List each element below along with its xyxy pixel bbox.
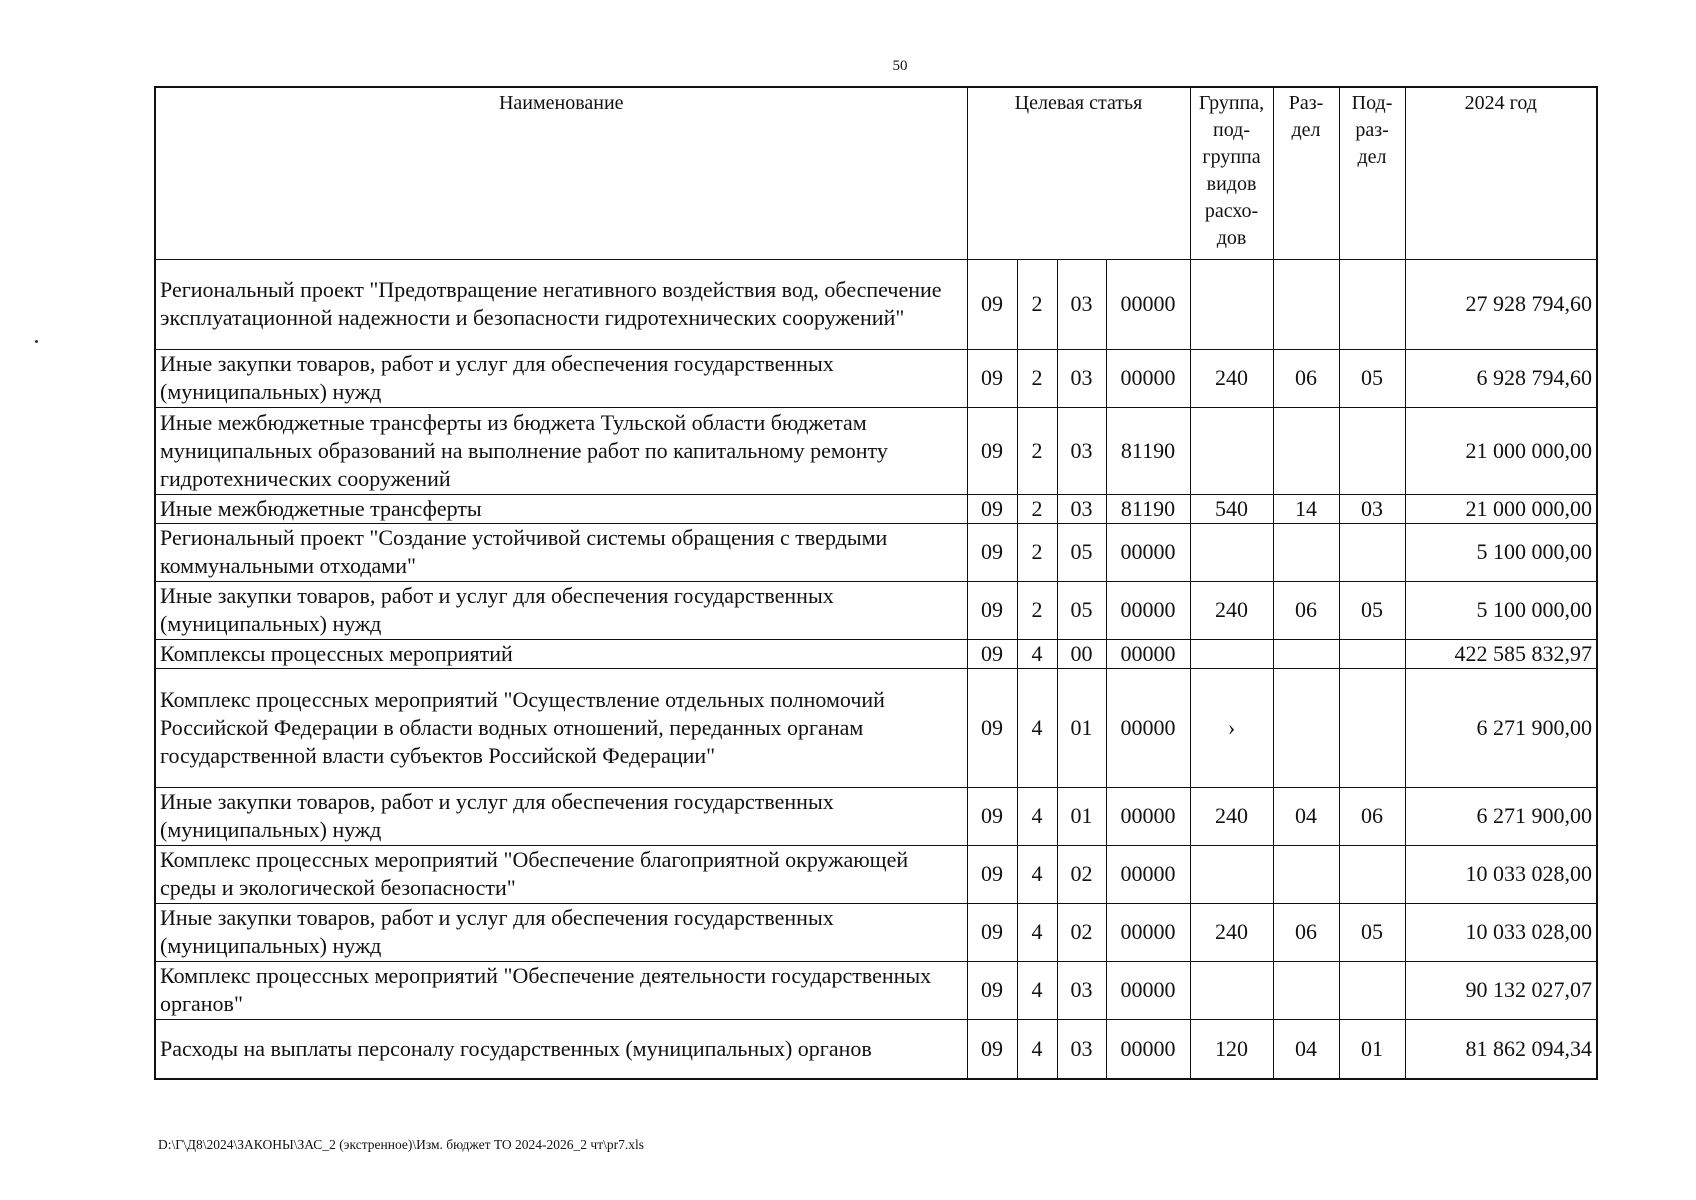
header-name: Наименование: [155, 87, 967, 259]
target-program-code: 09: [967, 903, 1017, 961]
target-direction-code: 00000: [1106, 961, 1190, 1019]
target-subprogram-code: 2: [1017, 523, 1057, 581]
budget-table: [154, 86, 1598, 1080]
section-code: [1273, 523, 1339, 581]
target-item-code: 05: [1057, 523, 1106, 581]
target-subprogram-code: 4: [1017, 961, 1057, 1019]
row-name: Комплекс процессных мероприятий "Обеспечение благоприятной окружающей среды и экологической безопасности": [155, 845, 967, 903]
subsection-code: 03: [1339, 494, 1405, 523]
subsection-code: [1339, 259, 1405, 349]
target-program-code: 09: [967, 639, 1017, 668]
subsection-code: [1339, 668, 1405, 787]
table-row: [155, 845, 1597, 903]
table-row: [155, 259, 1597, 349]
row-name: Региональный проект "Предотвращение негативного воздействия вод, обеспечение эксплуатационной надежности и безопасности гидротехнических сооружений": [155, 259, 967, 349]
row-name: Иные закупки товаров, работ и услуг для обеспечения государственных (муниципальных) нужд: [155, 581, 967, 639]
row-name: Комплекс процессных мероприятий "Обеспечение деятельности государственных органов": [155, 961, 967, 1019]
header-year: 2024 год: [1405, 87, 1597, 259]
amount-2024: 90 132 027,07: [1405, 961, 1597, 1019]
amount-2024: 81 862 094,34: [1405, 1019, 1597, 1079]
header-row: [155, 87, 1597, 259]
header-expense-group: Группа, под- группа видов расхо- дов: [1190, 87, 1273, 259]
target-direction-code: 00000: [1106, 523, 1190, 581]
target-item-code: 01: [1057, 668, 1106, 787]
row-name: Комплекс процессных мероприятий "Осуществление отдельных полномочий Российской Федерации в области водных отношений, переданных органам государственной власти субъектов Российской Федерации": [155, 668, 967, 787]
table-row: [155, 961, 1597, 1019]
target-item-code: 03: [1057, 407, 1106, 494]
target-program-code: 09: [967, 259, 1017, 349]
expense-group-code: [1190, 845, 1273, 903]
target-item-code: 03: [1057, 259, 1106, 349]
target-subprogram-code: 2: [1017, 259, 1057, 349]
table-body: [155, 259, 1597, 1079]
target-subprogram-code: 4: [1017, 668, 1057, 787]
target-subprogram-code: 2: [1017, 349, 1057, 407]
expense-group-code: [1190, 639, 1273, 668]
target-program-code: 09: [967, 668, 1017, 787]
row-name: Иные закупки товаров, работ и услуг для обеспечения государственных (муниципальных) нужд: [155, 903, 967, 961]
amount-2024: 5 100 000,00: [1405, 523, 1597, 581]
subsection-code: [1339, 845, 1405, 903]
target-direction-code: 81190: [1106, 494, 1190, 523]
expense-group-code: 540: [1190, 494, 1273, 523]
subsection-code: [1339, 639, 1405, 668]
table-row: [155, 668, 1597, 787]
file-path-footer: D:\Г\Д8\2024\ЗАКОНЫ\ЗАС_2 (экстренное)\Изм. бюджет ТО 2024-2026_2 чт\pr7.xls: [158, 1137, 644, 1152]
table-row: [155, 903, 1597, 961]
table-row: [155, 523, 1597, 581]
header-target-article: Целевая статья: [967, 87, 1190, 259]
subsection-code: 05: [1339, 581, 1405, 639]
table-row: [155, 787, 1597, 845]
target-subprogram-code: 4: [1017, 845, 1057, 903]
target-program-code: 09: [967, 961, 1017, 1019]
section-code: 06: [1273, 349, 1339, 407]
target-item-code: 03: [1057, 494, 1106, 523]
target-item-code: 03: [1057, 961, 1106, 1019]
table-row: [155, 639, 1597, 668]
section-code: [1273, 668, 1339, 787]
target-direction-code: 00000: [1106, 1019, 1190, 1079]
target-program-code: 09: [967, 494, 1017, 523]
amount-2024: 10 033 028,00: [1405, 845, 1597, 903]
subsection-code: 05: [1339, 903, 1405, 961]
target-direction-code: 00000: [1106, 787, 1190, 845]
section-code: 04: [1273, 787, 1339, 845]
row-name: Иные закупки товаров, работ и услуг для обеспечения государственных (муниципальных) нужд: [155, 787, 967, 845]
amount-2024: 6 271 900,00: [1405, 787, 1597, 845]
expense-group-code: 240: [1190, 581, 1273, 639]
expense-group-code: 240: [1190, 349, 1273, 407]
target-program-code: 09: [967, 845, 1017, 903]
target-program-code: 09: [967, 523, 1017, 581]
target-direction-code: 00000: [1106, 668, 1190, 787]
subsection-code: 05: [1339, 349, 1405, 407]
subsection-code: 06: [1339, 787, 1405, 845]
section-code: 06: [1273, 903, 1339, 961]
stray-mark: [35, 340, 38, 343]
target-direction-code: 00000: [1106, 903, 1190, 961]
target-direction-code: 00000: [1106, 259, 1190, 349]
target-program-code: 09: [967, 787, 1017, 845]
target-direction-code: 00000: [1106, 845, 1190, 903]
target-direction-code: 00000: [1106, 581, 1190, 639]
subsection-code: [1339, 407, 1405, 494]
section-code: 06: [1273, 581, 1339, 639]
section-code: 14: [1273, 494, 1339, 523]
section-code: 04: [1273, 1019, 1339, 1079]
expense-group-code: [1190, 259, 1273, 349]
target-subprogram-code: 2: [1017, 407, 1057, 494]
table-row: [155, 407, 1597, 494]
target-item-code: 00: [1057, 639, 1106, 668]
amount-2024: 21 000 000,00: [1405, 407, 1597, 494]
row-name: Иные межбюджетные трансферты: [155, 494, 967, 523]
row-name: Иные закупки товаров, работ и услуг для обеспечения государственных (муниципальных) нужд: [155, 349, 967, 407]
target-subprogram-code: 2: [1017, 494, 1057, 523]
section-code: [1273, 259, 1339, 349]
target-item-code: 01: [1057, 787, 1106, 845]
row-name: Комплексы процессных мероприятий: [155, 639, 967, 668]
amount-2024: 422 585 832,97: [1405, 639, 1597, 668]
row-name: Региональный проект "Создание устойчивой системы обращения с твердыми коммунальными отходами": [155, 523, 967, 581]
table-row: [155, 1019, 1597, 1079]
amount-2024: 6 271 900,00: [1405, 668, 1597, 787]
subsection-code: [1339, 961, 1405, 1019]
expense-group-code: [1190, 523, 1273, 581]
section-code: [1273, 639, 1339, 668]
target-item-code: 03: [1057, 1019, 1106, 1079]
target-program-code: 09: [967, 407, 1017, 494]
target-subprogram-code: 4: [1017, 1019, 1057, 1079]
amount-2024: 27 928 794,60: [1405, 259, 1597, 349]
target-subprogram-code: 2: [1017, 581, 1057, 639]
section-code: [1273, 845, 1339, 903]
header-subsection: Под- раз- дел: [1339, 87, 1405, 259]
amount-2024: 5 100 000,00: [1405, 581, 1597, 639]
row-name: Расходы на выплаты персоналу государственных (муниципальных) органов: [155, 1019, 967, 1079]
table-row: [155, 494, 1597, 523]
target-subprogram-code: 4: [1017, 903, 1057, 961]
target-subprogram-code: 4: [1017, 639, 1057, 668]
amount-2024: 21 000 000,00: [1405, 494, 1597, 523]
target-subprogram-code: 4: [1017, 787, 1057, 845]
table-row: [155, 581, 1597, 639]
expense-group-code: 240: [1190, 903, 1273, 961]
table-row: [155, 349, 1597, 407]
target-program-code: 09: [967, 349, 1017, 407]
subsection-code: 01: [1339, 1019, 1405, 1079]
subsection-code: [1339, 523, 1405, 581]
amount-2024: 6 928 794,60: [1405, 349, 1597, 407]
section-code: [1273, 961, 1339, 1019]
row-name: Иные межбюджетные трансферты из бюджета Тульской области бюджетам муниципальных образований на выполнение работ по капитальному ремонту гидротехнических сооружений: [155, 407, 967, 494]
amount-2024: 10 033 028,00: [1405, 903, 1597, 961]
target-item-code: 02: [1057, 903, 1106, 961]
target-direction-code: 81190: [1106, 407, 1190, 494]
section-code: [1273, 407, 1339, 494]
expense-group-code: 240: [1190, 787, 1273, 845]
target-direction-code: 00000: [1106, 349, 1190, 407]
expense-group-code: 120: [1190, 1019, 1273, 1079]
target-direction-code: 00000: [1106, 639, 1190, 668]
page-number: 50: [892, 58, 908, 74]
target-item-code: 03: [1057, 349, 1106, 407]
target-item-code: 05: [1057, 581, 1106, 639]
header-section: Раз- дел: [1273, 87, 1339, 259]
expense-group-code: [1190, 407, 1273, 494]
target-item-code: 02: [1057, 845, 1106, 903]
target-program-code: 09: [967, 1019, 1017, 1079]
expense-group-code: [1190, 961, 1273, 1019]
target-program-code: 09: [967, 581, 1017, 639]
expense-group-code: ›: [1190, 668, 1273, 787]
